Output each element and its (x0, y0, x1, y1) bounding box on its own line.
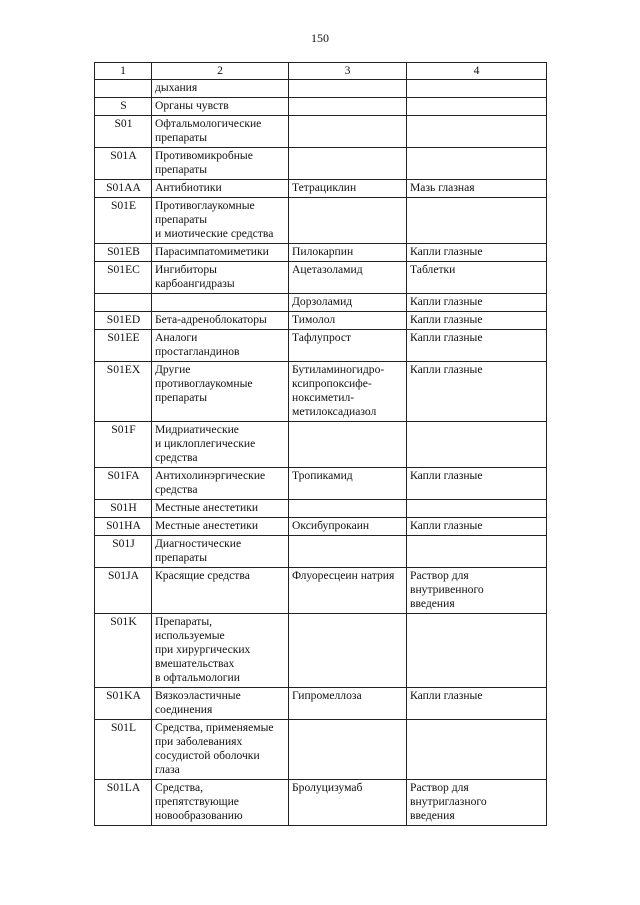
table-row (95, 180, 547, 198)
atc-code-cell: S01FA (95, 468, 152, 500)
dosage-form-cell (407, 422, 547, 468)
group-name-cell: Антихолинэргические средства (152, 468, 289, 500)
dosage-form-cell (407, 500, 547, 518)
atc-code-cell: S01J (95, 536, 152, 568)
group-name-cell: Местные анестетики (152, 500, 289, 518)
atc-code-cell: S01EC (95, 262, 152, 294)
atc-code-cell: S01K (95, 614, 152, 688)
table-row (95, 688, 547, 720)
substance-cell: Бролуцизумаб (289, 780, 407, 826)
table-row (95, 312, 547, 330)
atc-code-cell: S01EE (95, 330, 152, 362)
group-name-cell: Диагностические препараты (152, 536, 289, 568)
dosage-form-cell (407, 98, 547, 116)
column-header-4: 4 (407, 63, 547, 80)
dosage-form-cell: Капли глазные (407, 468, 547, 500)
column-header-2: 2 (152, 63, 289, 80)
atc-code-cell: S01H (95, 500, 152, 518)
atc-code-cell: S01AA (95, 180, 152, 198)
atc-code-cell: S01E (95, 198, 152, 244)
substance-cell (289, 614, 407, 688)
table-row (95, 568, 547, 614)
dosage-form-cell: Капли глазные (407, 244, 547, 262)
dosage-form-cell: Капли глазные (407, 294, 547, 312)
group-name-cell: Другие противоглаукомные препараты (152, 362, 289, 422)
dosage-form-cell (407, 536, 547, 568)
substance-cell (289, 720, 407, 780)
substance-cell (289, 80, 407, 98)
dosage-form-cell: Таблетки (407, 262, 547, 294)
atc-code-cell: S01HA (95, 518, 152, 536)
dosage-form-cell (407, 614, 547, 688)
table-row (95, 244, 547, 262)
table-header-row (95, 63, 547, 80)
substance-cell: Пилокарпин (289, 244, 407, 262)
table-row (95, 780, 547, 826)
table-row (95, 614, 547, 688)
dosage-form-cell: Капли глазные (407, 518, 547, 536)
substance-cell: Тетрациклин (289, 180, 407, 198)
atc-code-cell: S01EX (95, 362, 152, 422)
group-name-cell: Ингибиторы карбоангидразы (152, 262, 289, 294)
dosage-form-cell: Капли глазные (407, 330, 547, 362)
substance-cell: Оксибупрокаин (289, 518, 407, 536)
table-row (95, 518, 547, 536)
atc-code-cell: S01F (95, 422, 152, 468)
group-name-cell: Препараты, используемые при хирургических вмешательствах в офтальмологии (152, 614, 289, 688)
substance-cell: Флуоресцеин натрия (289, 568, 407, 614)
group-name-cell: Бета-адреноблокаторы (152, 312, 289, 330)
table-row (95, 198, 547, 244)
group-name-cell (152, 294, 289, 312)
table-row (95, 294, 547, 312)
atc-code-cell: S (95, 98, 152, 116)
substance-cell (289, 500, 407, 518)
table-row (95, 330, 547, 362)
dosage-form-cell (407, 720, 547, 780)
table-row (95, 362, 547, 422)
group-name-cell: Средства, применяемые при заболеваниях сосудистой оболочки глаза (152, 720, 289, 780)
table-row (95, 148, 547, 180)
dosage-form-cell: Раствор для внутривенного введения (407, 568, 547, 614)
dosage-form-cell (407, 148, 547, 180)
substance-cell: Дорзоламид (289, 294, 407, 312)
substance-cell (289, 198, 407, 244)
group-name-cell: Местные анестетики (152, 518, 289, 536)
group-name-cell: Красящие средства (152, 568, 289, 614)
drug-table (94, 62, 547, 826)
group-name-cell: Вязкоэластичные соединения (152, 688, 289, 720)
group-name-cell: Средства, препятствующие новообразованию (152, 780, 289, 826)
substance-cell (289, 116, 407, 148)
substance-cell: Тафлупрост (289, 330, 407, 362)
table-row (95, 500, 547, 518)
substance-cell: Тимолол (289, 312, 407, 330)
group-name-cell: Мидриатические и циклоплегические средства (152, 422, 289, 468)
group-name-cell: Офтальмологические препараты (152, 116, 289, 148)
atc-code-cell: S01L (95, 720, 152, 780)
atc-code-cell: S01EB (95, 244, 152, 262)
dosage-form-cell: Капли глазные (407, 362, 547, 422)
atc-code-cell: S01A (95, 148, 152, 180)
atc-code-cell: S01ED (95, 312, 152, 330)
table-row (95, 116, 547, 148)
atc-code-cell: S01LA (95, 780, 152, 826)
group-name-cell: Аналоги простагландинов (152, 330, 289, 362)
group-name-cell: Антибиотики (152, 180, 289, 198)
table-row (95, 98, 547, 116)
group-name-cell: Противоглаукомные препараты и миотические средства (152, 198, 289, 244)
table-row (95, 422, 547, 468)
dosage-form-cell: Капли глазные (407, 312, 547, 330)
table-row (95, 720, 547, 780)
dosage-form-cell (407, 198, 547, 244)
atc-code-cell: S01 (95, 116, 152, 148)
substance-cell (289, 422, 407, 468)
table-body (95, 80, 547, 826)
dosage-form-cell (407, 116, 547, 148)
atc-code-cell (95, 80, 152, 98)
group-name-cell: Противомикробные препараты (152, 148, 289, 180)
substance-cell (289, 98, 407, 116)
table-row (95, 536, 547, 568)
table-row (95, 80, 547, 98)
atc-code-cell: S01KA (95, 688, 152, 720)
column-header-3: 3 (289, 63, 407, 80)
substance-cell: Тропикамид (289, 468, 407, 500)
dosage-form-cell: Раствор для внутриглазного введения (407, 780, 547, 826)
substance-cell (289, 536, 407, 568)
substance-cell: Бутиламиногидро- ксипропоксифе- ноксиметил- метилоксадиазол (289, 362, 407, 422)
substance-cell (289, 148, 407, 180)
substance-cell: Гипромеллоза (289, 688, 407, 720)
substance-cell: Ацетазоламид (289, 262, 407, 294)
atc-code-cell (95, 294, 152, 312)
atc-code-cell: S01JA (95, 568, 152, 614)
dosage-form-cell (407, 80, 547, 98)
group-name-cell: Парасимпатомиметики (152, 244, 289, 262)
page-number: 150 (311, 31, 329, 45)
dosage-form-cell: Мазь глазная (407, 180, 547, 198)
column-header-1: 1 (95, 63, 152, 80)
dosage-form-cell: Капли глазные (407, 688, 547, 720)
group-name-cell: Органы чувств (152, 98, 289, 116)
group-name-cell: дыхания (152, 80, 289, 98)
table-row (95, 468, 547, 500)
table-row (95, 262, 547, 294)
